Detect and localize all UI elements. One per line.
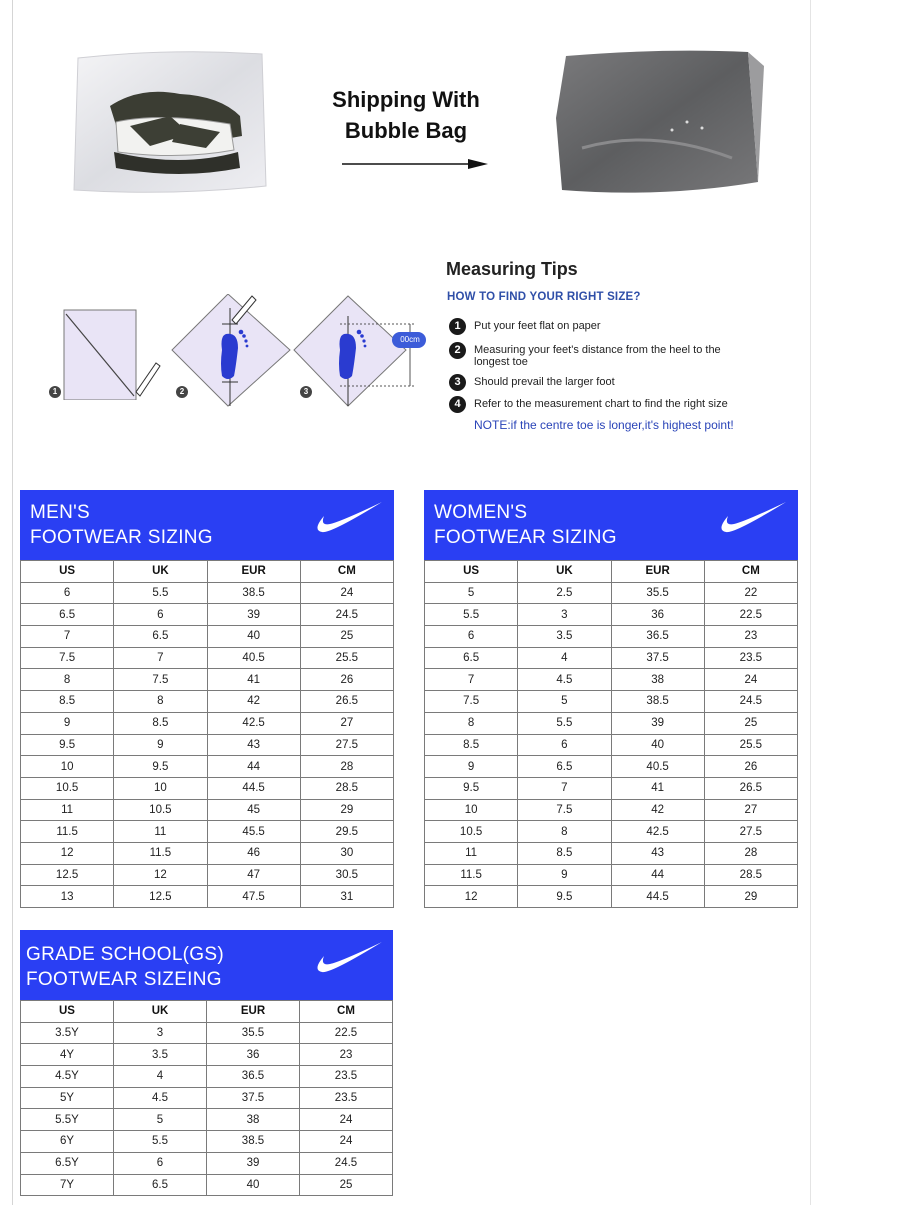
tip-text-3: Should prevail the larger foot: [474, 376, 615, 388]
table-cell: 5: [114, 1109, 207, 1131]
table-cell: 12: [114, 864, 207, 886]
table-cell: 29.5: [300, 821, 393, 843]
table-cell: 38.5: [611, 691, 704, 713]
measuring-tips-title: Measuring Tips: [446, 259, 578, 279]
table-row: [21, 647, 394, 669]
table-cell: 28: [704, 842, 797, 864]
table-cell: 6: [114, 1152, 207, 1174]
table-row: [425, 886, 798, 908]
table-row: [21, 1087, 393, 1109]
womens-size-table: [424, 560, 798, 908]
table-cell: 40: [207, 1174, 300, 1196]
table-cell: 24: [704, 669, 797, 691]
table-cell: 5.5: [518, 712, 611, 734]
table-row: [21, 1109, 393, 1131]
table-cell: 3: [518, 604, 611, 626]
table-row: [425, 756, 798, 778]
table-cell: 7.5: [425, 691, 518, 713]
table-cell: 8.5: [518, 842, 611, 864]
table-cell: 4Y: [21, 1044, 114, 1066]
table-cell: 24.5: [300, 1152, 393, 1174]
table-row: [21, 756, 394, 778]
womens-banner-title: [434, 500, 617, 550]
womens-header-cell: EUR: [611, 561, 704, 583]
table-cell: 27: [300, 712, 393, 734]
table-cell: 40: [207, 626, 300, 648]
table-row: [21, 712, 394, 734]
table-cell: 6.5: [21, 604, 114, 626]
womens-header-cell: US: [425, 561, 518, 583]
table-cell: 44.5: [611, 886, 704, 908]
table-cell: 26.5: [300, 691, 393, 713]
table-cell: 24: [300, 582, 393, 604]
table-row: [21, 1131, 393, 1153]
swoosh-logo-icon: [310, 498, 384, 534]
table-cell: 12: [425, 886, 518, 908]
page-border-left: [12, 0, 13, 1205]
table-cell: 24: [300, 1109, 393, 1131]
table-cell: 12.5: [21, 864, 114, 886]
table-row: [21, 821, 394, 843]
table-cell: 10.5: [425, 821, 518, 843]
mens-header-cell: UK: [114, 561, 207, 583]
table-cell: 26.5: [704, 777, 797, 799]
table-row: [21, 1022, 393, 1044]
table-cell: 12: [21, 842, 114, 864]
table-cell: 36.5: [611, 626, 704, 648]
table-cell: 25.5: [704, 734, 797, 756]
diagram-badge-3: 3: [300, 386, 312, 398]
table-cell: 6Y: [21, 1131, 114, 1153]
table-row: [425, 691, 798, 713]
table-cell: 45: [207, 799, 300, 821]
table-cell: 24: [300, 1131, 393, 1153]
table-cell: 10: [425, 799, 518, 821]
table-row: [21, 604, 394, 626]
table-cell: 6.5: [425, 647, 518, 669]
table-row: [425, 799, 798, 821]
table-cell: 7Y: [21, 1174, 114, 1196]
tip-number-1: 1: [449, 318, 466, 335]
table-cell: 36.5: [207, 1066, 300, 1088]
table-cell: 8: [425, 712, 518, 734]
table-row: [425, 864, 798, 886]
table-cell: 41: [611, 777, 704, 799]
table-cell: 26: [300, 669, 393, 691]
table-row: [425, 626, 798, 648]
table-row: [21, 1066, 393, 1088]
table-cell: 6: [425, 626, 518, 648]
table-cell: 39: [611, 712, 704, 734]
table-cell: 11.5: [21, 821, 114, 843]
mens-banner-title: [30, 500, 213, 550]
table-cell: 38.5: [207, 1131, 300, 1153]
table-cell: 9.5: [114, 756, 207, 778]
table-cell: 27.5: [704, 821, 797, 843]
table-cell: 39: [207, 1152, 300, 1174]
diagram-measure-label: 00cm: [400, 335, 420, 344]
table-cell: 22: [704, 582, 797, 604]
table-cell: 27.5: [300, 734, 393, 756]
table-cell: 10.5: [114, 799, 207, 821]
table-cell: 44: [207, 756, 300, 778]
table-cell: 7: [425, 669, 518, 691]
table-cell: 47: [207, 864, 300, 886]
table-row: [425, 604, 798, 626]
table-cell: 36: [611, 604, 704, 626]
table-cell: 3.5Y: [21, 1022, 114, 1044]
table-cell: 25: [300, 1174, 393, 1196]
table-cell: 8: [518, 821, 611, 843]
table-cell: 5: [425, 582, 518, 604]
table-cell: 11: [21, 799, 114, 821]
swoosh-logo-icon: [714, 498, 788, 534]
table-cell: 35.5: [207, 1022, 300, 1044]
table-row: [425, 669, 798, 691]
table-row: [21, 864, 394, 886]
table-cell: 8.5: [114, 712, 207, 734]
table-cell: 9: [114, 734, 207, 756]
table-cell: 4.5: [114, 1087, 207, 1109]
table-cell: 45.5: [207, 821, 300, 843]
table-cell: 38: [207, 1109, 300, 1131]
table-cell: 10: [114, 777, 207, 799]
table-cell: 46: [207, 842, 300, 864]
mens-title-line2: FOOTWEAR SIZING: [30, 527, 213, 548]
table-cell: 4.5Y: [21, 1066, 114, 1088]
mens-size-chart: [20, 490, 394, 908]
table-cell: 29: [704, 886, 797, 908]
table-cell: 8: [114, 691, 207, 713]
table-cell: 28: [300, 756, 393, 778]
measuring-tips-subtitle: HOW TO FIND YOUR RIGHT SIZE?: [447, 291, 641, 303]
mens-header-cell: EUR: [207, 561, 300, 583]
table-cell: 44.5: [207, 777, 300, 799]
table-cell: 23.5: [300, 1066, 393, 1088]
table-cell: 30.5: [300, 864, 393, 886]
table-cell: 43: [207, 734, 300, 756]
table-cell: 6: [114, 604, 207, 626]
gs-header-row: [21, 1001, 393, 1023]
table-row: [21, 1152, 393, 1174]
womens-table-body: [425, 582, 798, 907]
table-cell: 5: [518, 691, 611, 713]
grey-shipping-bag-image: [552, 48, 764, 198]
table-cell: 8.5: [21, 691, 114, 713]
clear-bubble-bag-image: [70, 48, 270, 196]
table-cell: 44: [611, 864, 704, 886]
gs-title-line1: GRADE SCHOOL(GS): [26, 944, 224, 965]
table-cell: 6.5: [114, 1174, 207, 1196]
table-cell: 11.5: [114, 842, 207, 864]
table-row: [425, 734, 798, 756]
table-cell: 4: [518, 647, 611, 669]
table-cell: 10.5: [21, 777, 114, 799]
gs-header-cell: EUR: [207, 1001, 300, 1023]
gs-header-cell: US: [21, 1001, 114, 1023]
table-cell: 5.5Y: [21, 1109, 114, 1131]
gs-banner: [20, 930, 393, 1000]
table-cell: 9: [425, 756, 518, 778]
table-cell: 7: [518, 777, 611, 799]
tip-number-4: 4: [449, 396, 466, 413]
table-row: [21, 626, 394, 648]
table-cell: 9.5: [425, 777, 518, 799]
womens-banner: [424, 490, 798, 560]
table-cell: 24.5: [704, 691, 797, 713]
womens-header-cell: CM: [704, 561, 797, 583]
table-cell: 43: [611, 842, 704, 864]
table-cell: 25: [300, 626, 393, 648]
table-cell: 42.5: [611, 821, 704, 843]
table-cell: 31: [300, 886, 393, 908]
table-cell: 40.5: [611, 756, 704, 778]
table-cell: 36: [207, 1044, 300, 1066]
gs-size-chart: [20, 930, 393, 1196]
table-row: [425, 647, 798, 669]
measuring-tips-note: NOTE:if the centre toe is longer,it's highest point!: [474, 418, 734, 432]
mens-title-line1: MEN'S: [30, 502, 91, 523]
table-row: [21, 777, 394, 799]
gs-size-table: [20, 1000, 393, 1196]
mens-table-body: [21, 582, 394, 907]
table-row: [425, 582, 798, 604]
womens-header-row: [425, 561, 798, 583]
table-cell: 41: [207, 669, 300, 691]
swoosh-logo-icon: [310, 938, 384, 974]
gs-banner-title: [26, 942, 224, 992]
mens-size-table: [20, 560, 394, 908]
table-cell: 6.5Y: [21, 1152, 114, 1174]
table-row: [21, 842, 394, 864]
table-cell: 13: [21, 886, 114, 908]
table-cell: 40.5: [207, 647, 300, 669]
page-border-right: [810, 0, 811, 1205]
table-row: [21, 669, 394, 691]
table-cell: 7.5: [21, 647, 114, 669]
tip-text-1: Put your feet flat on paper: [474, 320, 601, 332]
table-cell: 8.5: [425, 734, 518, 756]
table-cell: 7: [21, 626, 114, 648]
table-cell: 5.5: [114, 582, 207, 604]
table-cell: 23.5: [300, 1087, 393, 1109]
table-row: [425, 842, 798, 864]
table-cell: 11.5: [425, 864, 518, 886]
table-cell: 26: [704, 756, 797, 778]
table-cell: 28.5: [704, 864, 797, 886]
table-row: [425, 821, 798, 843]
table-cell: 24.5: [300, 604, 393, 626]
table-cell: 11: [114, 821, 207, 843]
table-cell: 22.5: [704, 604, 797, 626]
table-cell: 23: [300, 1044, 393, 1066]
tip-number-2: 2: [449, 342, 466, 359]
table-cell: 8: [21, 669, 114, 691]
table-cell: 3.5: [114, 1044, 207, 1066]
table-cell: 42: [207, 691, 300, 713]
table-cell: 7: [114, 647, 207, 669]
table-cell: 5Y: [21, 1087, 114, 1109]
table-cell: 25.5: [300, 647, 393, 669]
table-cell: 7.5: [114, 669, 207, 691]
shipping-title-line2: Bubble Bag: [344, 118, 468, 143]
mens-header-cell: US: [21, 561, 114, 583]
table-row: [425, 777, 798, 799]
diagram-badge-2: 2: [176, 386, 188, 398]
shipping-title: [306, 84, 506, 146]
table-row: [21, 691, 394, 713]
table-cell: 42: [611, 799, 704, 821]
table-cell: 23.5: [704, 647, 797, 669]
gs-table-body: [21, 1022, 393, 1196]
table-cell: 2.5: [518, 582, 611, 604]
table-row: [425, 712, 798, 734]
table-row: [21, 582, 394, 604]
tip-text-4: Refer to the measurement chart to find the right size: [474, 398, 728, 410]
womens-title-line2: FOOTWEAR SIZING: [434, 527, 617, 548]
gs-header-cell: CM: [300, 1001, 393, 1023]
table-cell: 6: [518, 734, 611, 756]
table-cell: 12.5: [114, 886, 207, 908]
table-cell: 11: [425, 842, 518, 864]
table-row: [21, 799, 394, 821]
table-cell: 7.5: [518, 799, 611, 821]
table-cell: 29: [300, 799, 393, 821]
table-cell: 3.5: [518, 626, 611, 648]
womens-size-chart: [424, 490, 798, 908]
table-row: [21, 886, 394, 908]
table-cell: 38.5: [207, 582, 300, 604]
shipping-title-line1: Shipping With: [332, 87, 480, 112]
gs-title-line2: FOOTWEAR SIZEING: [26, 969, 222, 990]
womens-title-line1: WOMEN'S: [434, 502, 528, 523]
table-cell: 4.5: [518, 669, 611, 691]
table-cell: 9: [21, 712, 114, 734]
table-cell: 9.5: [518, 886, 611, 908]
table-cell: 9: [518, 864, 611, 886]
gs-header-cell: UK: [114, 1001, 207, 1023]
table-cell: 5.5: [114, 1131, 207, 1153]
table-cell: 3: [114, 1022, 207, 1044]
tip-number-3: 3: [449, 374, 466, 391]
table-row: [21, 734, 394, 756]
table-cell: 39: [207, 604, 300, 626]
table-cell: 10: [21, 756, 114, 778]
table-cell: 28.5: [300, 777, 393, 799]
table-cell: 40: [611, 734, 704, 756]
womens-header-cell: UK: [518, 561, 611, 583]
table-cell: 35.5: [611, 582, 704, 604]
mens-banner: [20, 490, 394, 560]
table-row: [21, 1174, 393, 1196]
table-cell: 25: [704, 712, 797, 734]
table-cell: 38: [611, 669, 704, 691]
diagram-step1-paper-pencil: [44, 300, 164, 400]
table-row: [21, 1044, 393, 1066]
table-cell: 42.5: [207, 712, 300, 734]
table-cell: 27: [704, 799, 797, 821]
table-cell: 47.5: [207, 886, 300, 908]
mens-header-row: [21, 561, 394, 583]
mens-header-cell: CM: [300, 561, 393, 583]
table-cell: 6: [21, 582, 114, 604]
right-arrow-icon: [340, 156, 490, 172]
diagram-badge-1: 1: [49, 386, 61, 398]
table-cell: 9.5: [21, 734, 114, 756]
table-cell: 30: [300, 842, 393, 864]
table-cell: 23: [704, 626, 797, 648]
table-cell: 37.5: [207, 1087, 300, 1109]
table-cell: 4: [114, 1066, 207, 1088]
table-cell: 6.5: [518, 756, 611, 778]
table-cell: 37.5: [611, 647, 704, 669]
tip-text-2: Measuring your feet's distance from the heel to the longest toe: [474, 344, 721, 368]
table-cell: 5.5: [425, 604, 518, 626]
table-cell: 6.5: [114, 626, 207, 648]
table-cell: 22.5: [300, 1022, 393, 1044]
